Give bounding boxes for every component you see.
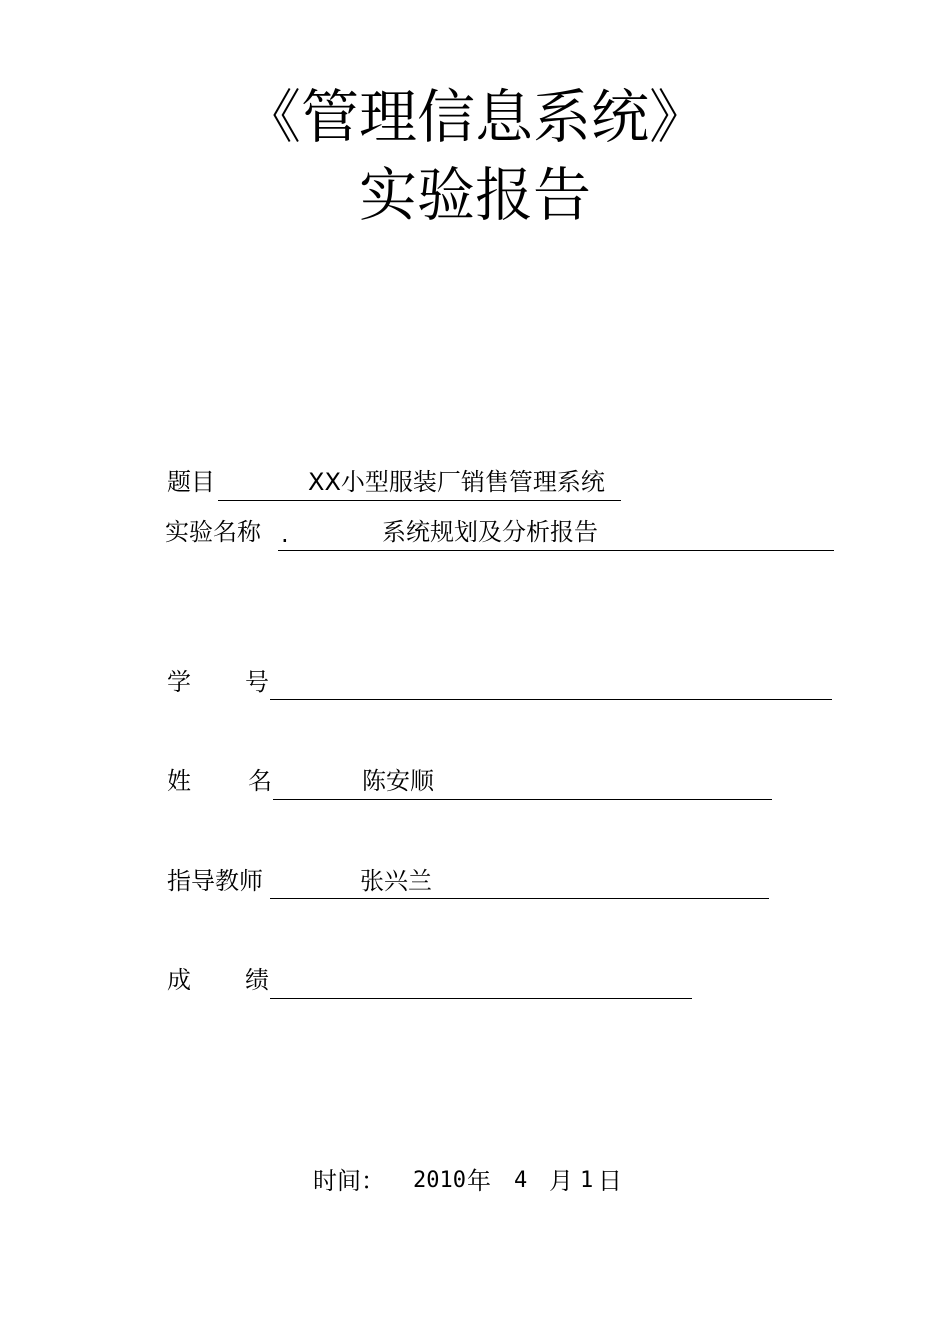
date-month-unit: 月 [549,1167,573,1195]
advisor-value: 张兴兰 [360,867,432,895]
date-month: 4 [514,1168,528,1193]
date-day: 1 [580,1168,594,1193]
student-id-underline [270,699,832,700]
name-value: 陈安顺 [362,767,434,795]
date-day-unit: 日 [598,1167,622,1195]
grade-underline [270,998,692,999]
student-id-label-char2: 号 [245,668,269,696]
date-year: 2010 [413,1168,466,1193]
student-id-label-char1: 学 [167,668,191,696]
date-year-unit: 年 [467,1167,491,1195]
experiment-name-label: 实验名称 [165,518,261,546]
name-label-char1: 姓 [167,767,191,795]
experiment-name-value: 系统规划及分析报告 [382,518,598,546]
grade-label-char1: 成 [167,966,191,994]
grade-label-char2: 绩 [245,966,269,994]
report-title-course: 《管理信息系统》 [242,83,707,151]
advisor-label: 指导教师 [167,867,263,895]
topic-label: 题目 [167,468,215,496]
topic-value: XX小型服装厂销售管理系统 [308,468,605,496]
advisor-underline [270,898,769,899]
topic-underline [218,500,621,501]
experiment-name-underline [278,550,834,551]
report-title-type: 实验报告 [358,161,591,229]
name-underline [273,799,772,800]
name-label-char2: 名 [248,767,272,795]
experiment-name-dot: . [281,520,289,548]
date-label: 时间： [313,1167,385,1195]
